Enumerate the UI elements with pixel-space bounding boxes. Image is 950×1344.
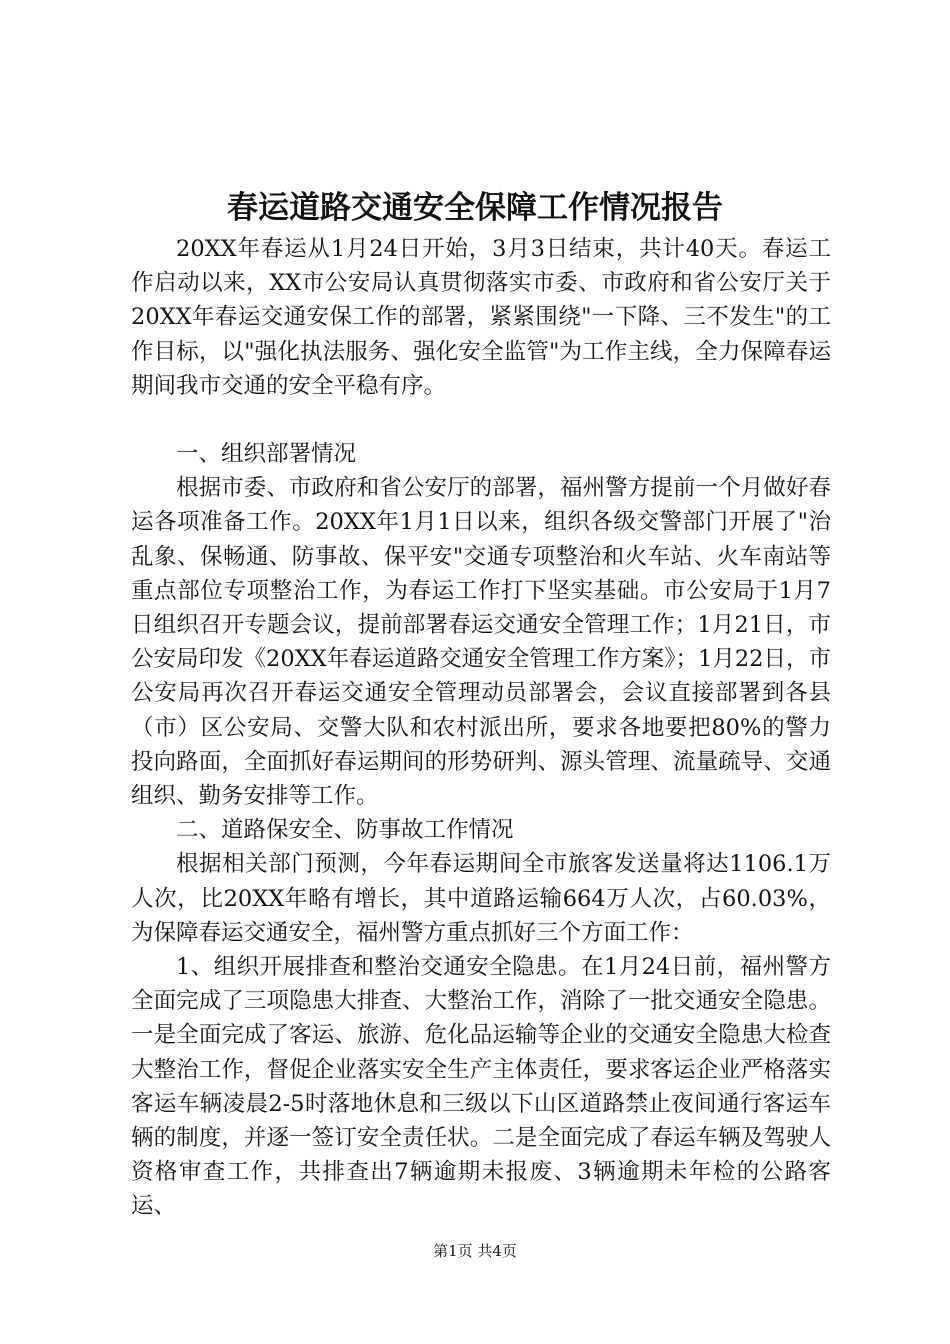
section-heading-organization: 一、组织部署情况: [176, 441, 357, 468]
paragraph-intro: 20XX年春运从1月24日开始，3月3日结束，共计40天。春运工作启动以来，XX市公安局认真贯彻落实市委、市政府和省公安厅关于20XX年春运交通安保工作的部署，紧紧围绕"一下降、三不发生"的工作目标，以"强化执法服务、强化安全监管"为工作主线，全力保障春运期间我市交通的安全平稳有序。: [131, 236, 831, 399]
page-footer: 第1页 共4页: [433, 1242, 517, 1260]
document-title: 春运道路交通安全保障工作情况报告: [227, 190, 723, 226]
paragraph-organization: 根据市委、市政府和省公安厅的部署，福州警方提前一个月做好春运各项准备工作。20XX年1月1日以来，组织各级交警部门开展了"治乱象、保畅通、防事故、保平安"交通专项整治和火车站、火车南站等重点部位专项整治工作，为春运工作打下坚实基础。市公安局于1月7日组织召开专题会议，提前部署春运交通安全管理工作；1月21日，市公安局印发《20XX年春运道路交通安全管理工作方案》；1月22日，市公安局再次召开春运交通安全管理动员部署会，会议直接部署到各县（市）区公安局、交警大队和农村派出所，要求各地要把80%的警力投向路面，全面抓好春运期间的形势研判、源头管理、流量疏导、交通组织、勤务安排等工作。: [131, 475, 831, 810]
document-body: [131, 232, 831, 1224]
section-heading-road-safety: 二、道路保安全、防事故工作情况: [176, 817, 514, 844]
paragraph-road-safety: 根据相关部门预测，今年春运期间全市旅客发送量将达1106.1万人次，比20XX年略有增长，其中道路运输664万人次，占60.03%，为保障春运交通安全，福州警方重点抓好三个方面工作：: [131, 851, 831, 946]
paragraph-hazard-inspection: 1、组织开展排查和整治交通安全隐患。在1月24日前，福州警方全面完成了三项隐患大排查、大整治工作，消除了一批交通安全隐患。一是全面完成了客运、旅游、危化品运输等企业的交通安全隐患大检查大整治工作，督促企业落实安全生产主体责任，要求客运企业严格落实客运车辆凌晨2-5时落地休息和三级以下山区道路禁止夜间通行客运车辆的制度，并逐一签订安全责任状。二是全面完成了春运车辆及驾驶人资格审查工作，共排查出7辆逾期未报废、3辆逾期未年检的公路客运、: [131, 954, 831, 1220]
